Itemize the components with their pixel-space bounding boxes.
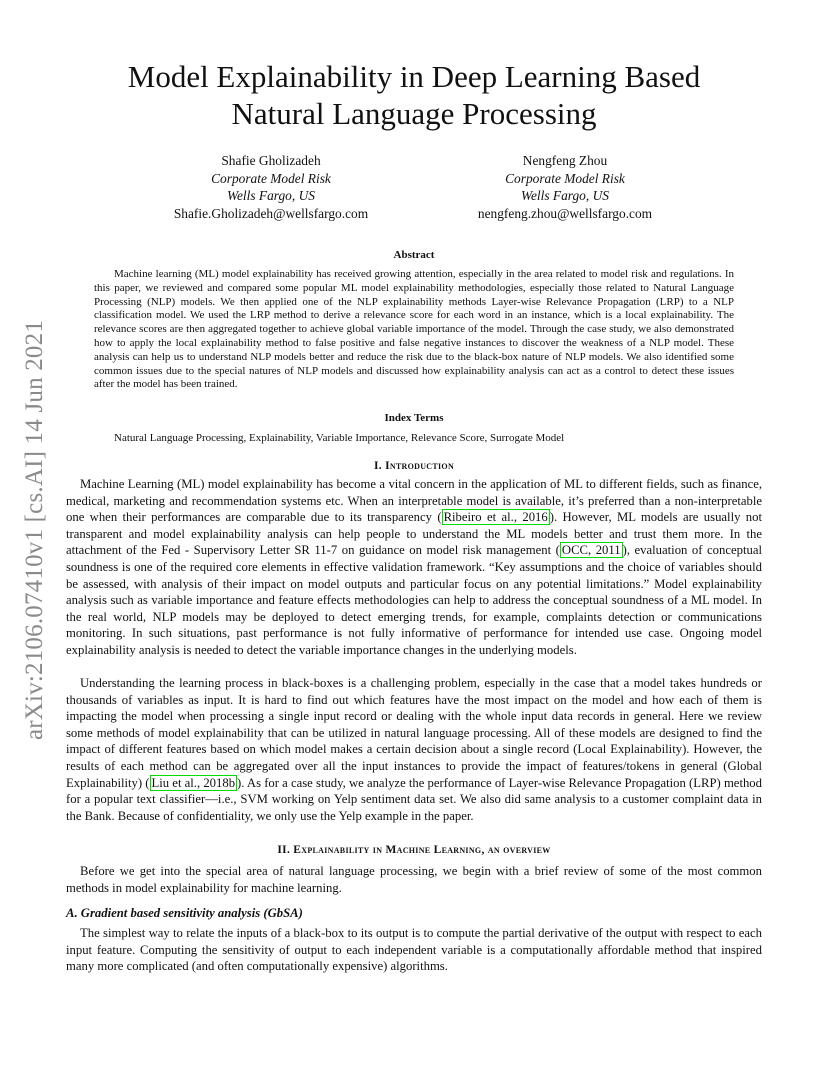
paragraph-text: ). However, ML models are usually not transparent and model explainability analysis can help people to understand the ML models better and trust them more. In the attachment of the Fed - Supervisory Letter SR 11-7 on guidance on model risk management ( — [66, 510, 763, 558]
paragraph-text: Machine Learning (ML) model explainability has become a vital concern in the application of ML to different fields, such as finance, medical, marketing and recommendation systems etc. When an interpretable model is available, it’s preferred than a non-interpretable one when their performances are comparable due to its transparency ( — [66, 477, 762, 525]
arxiv-identifier-text: arXiv:2106.07410v1 [cs.AI] 14 Jun 2021 — [21, 319, 48, 741]
paragraph-text: Understanding the learning process in black-boxes is a challenging problem, especially in the case that a model takes hundreds or thousands of variables as input. It is hard to find out which features have the most impact on the model and how each of them is impacting the model when processing a single input record or dealing with the whole input data records in general. Here we review some methods of model explainability that can be utilized in natural language processing. All of these models are designed to find the impact of different features based on which model makes a certain decision about a single record (Local Explainability). However, the results of each method can be aggregated over all the input instances to provide the impact of features/tokens in general (Global Explainability) ( — [66, 676, 762, 790]
paragraph-text: ). As for a case study, we analyze the performance of Layer-wise Relevance Propagation (LRP) method for a popular text classifier—i.e., SVM working on Yelp sentiment data set. We also did same analysis to a customer complaint data in the Bank. Because of confidentiality, we only use the Yelp example in the paper. — [66, 775, 762, 823]
section2-paragraph-2: The simplest way to relate the inputs of a black-box to its output is to compute the partial derivative of the output with respect to each input feature. Computing the sensitivity of output to each independent variable is a computationally affordable method that inspired many more complicated (and often computationally expensive) algorithms. — [66, 926, 762, 974]
author-block-2 — [435, 152, 695, 222]
author-affiliation: Corporate Model Risk — [505, 170, 625, 186]
index-terms-text: Natural Language Processing, Explainability, Variable Importance, Relevance Score, Surrogate Model — [114, 432, 565, 444]
citation-link[interactable]: Ribeiro et al., 2016 — [443, 510, 548, 525]
author-block-1 — [141, 152, 401, 222]
author-organization: Wells Fargo, US — [521, 188, 609, 203]
paper-title: Model Explainability in Deep Learning Based Natural Language Processing — [127, 59, 701, 131]
section-heading-explainability: II. Explainability in Machine Learning, an overview — [277, 844, 551, 856]
intro-paragraph-1 — [66, 476, 762, 659]
author-organization: Wells Fargo, US — [227, 188, 315, 203]
citation-link[interactable]: Liu et al., 2018b — [151, 775, 236, 790]
subsection-heading-gbsa: A. Gradient based sensitivity analysis (GbSA) — [66, 906, 303, 920]
author-name: Shafie Gholizadeh — [221, 153, 321, 168]
author-name: Nengfeng Zhou — [522, 153, 608, 168]
abstract-text: Machine learning (ML) model explainability has received growing attention, especially in the area related to model risk and regulations. In this paper, we reviewed and compared some popular ML model explainability methodologies, especially those related to Natural Language Processing (NLP) models. We then applied one of the NLP explainability methods Layer-wise Relevance Propagation (LRP) to a NLP classification model. We used the LRP method to derive a relevance score for each word in an instance, which is a local explainability. The relevance scores are then aggregated together to achieve global variable importance of the model. Through the case study, we also demonstrated how to apply the local explainability method to false positive and false negative instances to discover the weakness of a NLP model. These analysis can help us to understand NLP models better and reduce the risk due to the black-box nature of NLP models. We also identified some common issues due to the special natures of NLP models and discussed how explainability analysis can act as a control to detect these issues after the model has been trained. — [94, 268, 734, 391]
author-email[interactable]: Shafie.Gholizadeh@wellsfargo.com — [173, 205, 369, 221]
author-affiliation: Corporate Model Risk — [211, 170, 331, 186]
abstract-heading: Abstract — [393, 249, 435, 261]
author-email[interactable]: nengfeng.zhou@wellsfargo.com — [477, 205, 653, 221]
citation-link[interactable]: OCC, 2011 — [561, 543, 621, 558]
arxiv-identifier-stamp — [15, 295, 55, 765]
paragraph-text: ), evaluation of conceptual soundness is one of the required core elements in effective validation framework. “Key assumptions and the choice of variables should be assessed, with analysis of their impact on model outputs and particular focus on any potential limitations.” Model explainability analysis such as variable importance and feature effects methodologies can help to address the conceptual soundness of a ML model. In the real world, NLP models may be deployed to detect emerging trends, for example, complaints detection or communications monitoring. In such situations, past performance is not fully informative of performance for intended use case. Ongoing model explainability analysis is needed to detect the variable importance changes in the underlying models. — [66, 543, 762, 657]
section2-paragraph-1: Before we get into the special area of natural language processing, we begin with a brief review of some of the most common methods in model explainability for machine learning. — [66, 864, 762, 895]
index-terms-heading: Index Terms — [384, 412, 444, 424]
section-heading-introduction: I. Introduction — [373, 460, 455, 472]
intro-paragraph-2 — [66, 675, 762, 824]
